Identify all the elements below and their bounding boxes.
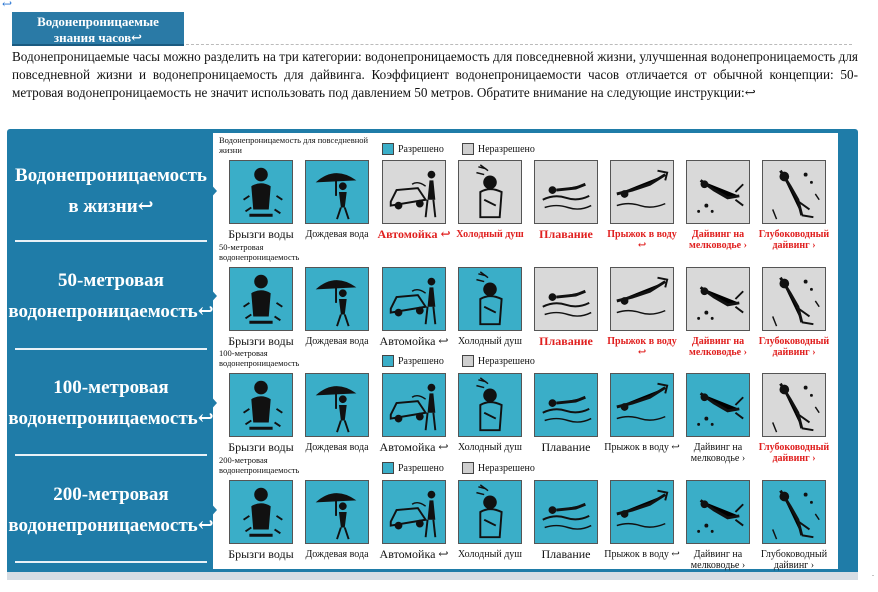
splash-icon xyxy=(229,480,293,544)
shallow-dive-icon xyxy=(686,373,750,437)
legend xyxy=(382,462,535,474)
row-label-arrow xyxy=(207,392,217,414)
legend xyxy=(382,355,535,367)
shower-icon xyxy=(458,480,522,544)
splash-icon xyxy=(229,267,293,331)
activity-label: Дождевая вода xyxy=(305,229,369,240)
shower-icon xyxy=(458,373,522,437)
activity-label: Дайвинг на мелководье › xyxy=(690,442,746,464)
edge-mark: . xyxy=(872,569,874,578)
activity-label: Глубоководный дайвинг › xyxy=(760,549,828,571)
car-wash-icon xyxy=(382,160,446,224)
row-note: 50-метровая водонепроницаемость xyxy=(219,242,300,262)
umbrella-icon xyxy=(305,267,369,331)
deep-dive-icon xyxy=(762,160,826,224)
activity-label: Холодный душ xyxy=(458,442,522,453)
umbrella-icon xyxy=(305,373,369,437)
header-title-line1: Водонепроницаемые xyxy=(37,14,159,29)
activity-label: Плавание xyxy=(541,440,591,454)
activity-label: Брызги воды xyxy=(228,440,294,454)
dive-jump-icon xyxy=(610,267,674,331)
row-note: 100-метровая водонепроницаемость xyxy=(219,348,300,368)
return-arrow-icon: ↩ xyxy=(2,0,13,11)
row-label-arrow xyxy=(207,285,217,307)
deep-dive-icon xyxy=(762,373,826,437)
legend xyxy=(382,143,535,155)
swimming-icon xyxy=(534,160,598,224)
legend-denied-label: Неразрешено xyxy=(477,355,535,367)
activity-label: Дайвинг на мелководье › xyxy=(689,336,747,358)
row-label-2 xyxy=(8,244,214,350)
activity-label: Автомойка ↩ xyxy=(379,547,449,561)
frame-shadow xyxy=(7,572,858,580)
activity-label: Глубоководный дайвинг › xyxy=(758,229,830,251)
car-wash-icon xyxy=(382,373,446,437)
activity-label: Дождевая вода xyxy=(305,442,369,453)
swimming-icon xyxy=(534,267,598,331)
activity-label: Глубоководный дайвинг › xyxy=(758,336,830,358)
row-label-text: 100-метровая водонепроницаемость↩ xyxy=(8,377,214,429)
activity-label: Автомойка ↩ xyxy=(379,334,449,348)
deep-dive-icon xyxy=(762,480,826,544)
allowed-swatch xyxy=(382,462,394,474)
activity-label: Холодный душ xyxy=(458,549,522,560)
activity-label: Брызги воды xyxy=(228,547,294,561)
legend-allowed-label: Разрешено xyxy=(398,355,444,367)
activity-label: Плавание xyxy=(539,227,593,241)
legend-allowed-label: Разрешено xyxy=(398,143,444,155)
allowed-swatch xyxy=(382,143,394,155)
denied-swatch xyxy=(462,355,474,367)
activity-label: Дождевая вода xyxy=(305,336,369,347)
dive-jump-icon xyxy=(610,480,674,544)
umbrella-icon xyxy=(305,480,369,544)
dive-jump-icon xyxy=(610,373,674,437)
activity-label: Брызги воды xyxy=(228,227,294,241)
shallow-dive-icon xyxy=(686,160,750,224)
denied-swatch xyxy=(462,462,474,474)
shallow-dive-icon xyxy=(686,267,750,331)
activity-label: Прыжок в воду ↩ xyxy=(607,336,677,358)
shallow-dive-icon xyxy=(686,480,750,544)
header-divider xyxy=(186,44,852,45)
section-header xyxy=(12,12,184,46)
row-note: 200-метровая водонепроницаемость xyxy=(219,455,300,475)
activity-label: Прыжок в воду ↩ xyxy=(604,549,680,560)
activity-label: Дайвинг на мелководье › xyxy=(689,229,747,251)
activity-label: Плавание xyxy=(539,334,593,348)
header-title-line2: знания часов↩ xyxy=(53,30,143,45)
car-wash-icon xyxy=(382,267,446,331)
row-label-arrow xyxy=(207,499,217,521)
activity-label: Прыжок в воду ↩ xyxy=(607,229,677,251)
row-label-4 xyxy=(8,458,214,563)
legend-denied-label: Неразрешено xyxy=(477,462,535,474)
denied-swatch xyxy=(462,143,474,155)
shower-icon xyxy=(458,267,522,331)
activity-label: Плавание xyxy=(541,547,591,561)
intro-paragraph: Водонепроницаемые часы можно разделить на три категории: водонепроницаемость для повседневной жизни, улучшенная водонепроницаемость для повседневной жизни и водонепроницаемость для дайвинга. Коэффициент водонепроницаемости часов отличается от обычной концепции: 50-метровая водонепроницаемость не значит использовать под давлением 50 метров. Обратите внимание на следующие инструкции:↩ xyxy=(12,49,858,100)
row-label-text: Водонепроницаемость в жизни↩ xyxy=(15,164,207,217)
swimming-icon xyxy=(534,480,598,544)
activity-label: Глубоководный дайвинг › xyxy=(758,442,830,464)
row-label-3 xyxy=(8,352,214,456)
activity-label: Дайвинг на мелководье › xyxy=(690,549,746,571)
car-wash-icon xyxy=(382,480,446,544)
row-label-arrow xyxy=(207,180,217,202)
activity-label: Автомойка ↩ xyxy=(377,227,451,241)
activity-label: Дождевая вода xyxy=(305,549,369,560)
row-label-text: 200-метровая водонепроницаемость↩ xyxy=(8,483,214,536)
row-label-1 xyxy=(15,141,207,242)
splash-icon xyxy=(229,373,293,437)
allowed-swatch xyxy=(382,355,394,367)
activity-label: Автомойка ↩ xyxy=(379,440,449,454)
activity-label: Прыжок в воду ↩ xyxy=(604,442,680,453)
shower-icon xyxy=(458,160,522,224)
umbrella-icon xyxy=(305,160,369,224)
legend-allowed-label: Разрешено xyxy=(398,462,444,474)
splash-icon xyxy=(229,160,293,224)
activity-label: Холодный душ xyxy=(458,336,522,347)
legend-denied-label: Неразрешено xyxy=(477,143,535,155)
deep-dive-icon xyxy=(762,267,826,331)
row-label-text: 50-метровая водонепроницаемость↩ xyxy=(8,270,214,322)
activity-label: Холодный душ xyxy=(456,229,524,240)
row-note: Водонепроницаемость для повседневной жизни xyxy=(219,135,369,155)
dive-jump-icon xyxy=(610,160,674,224)
activity-label: Брызги воды xyxy=(228,334,294,348)
swimming-icon xyxy=(534,373,598,437)
